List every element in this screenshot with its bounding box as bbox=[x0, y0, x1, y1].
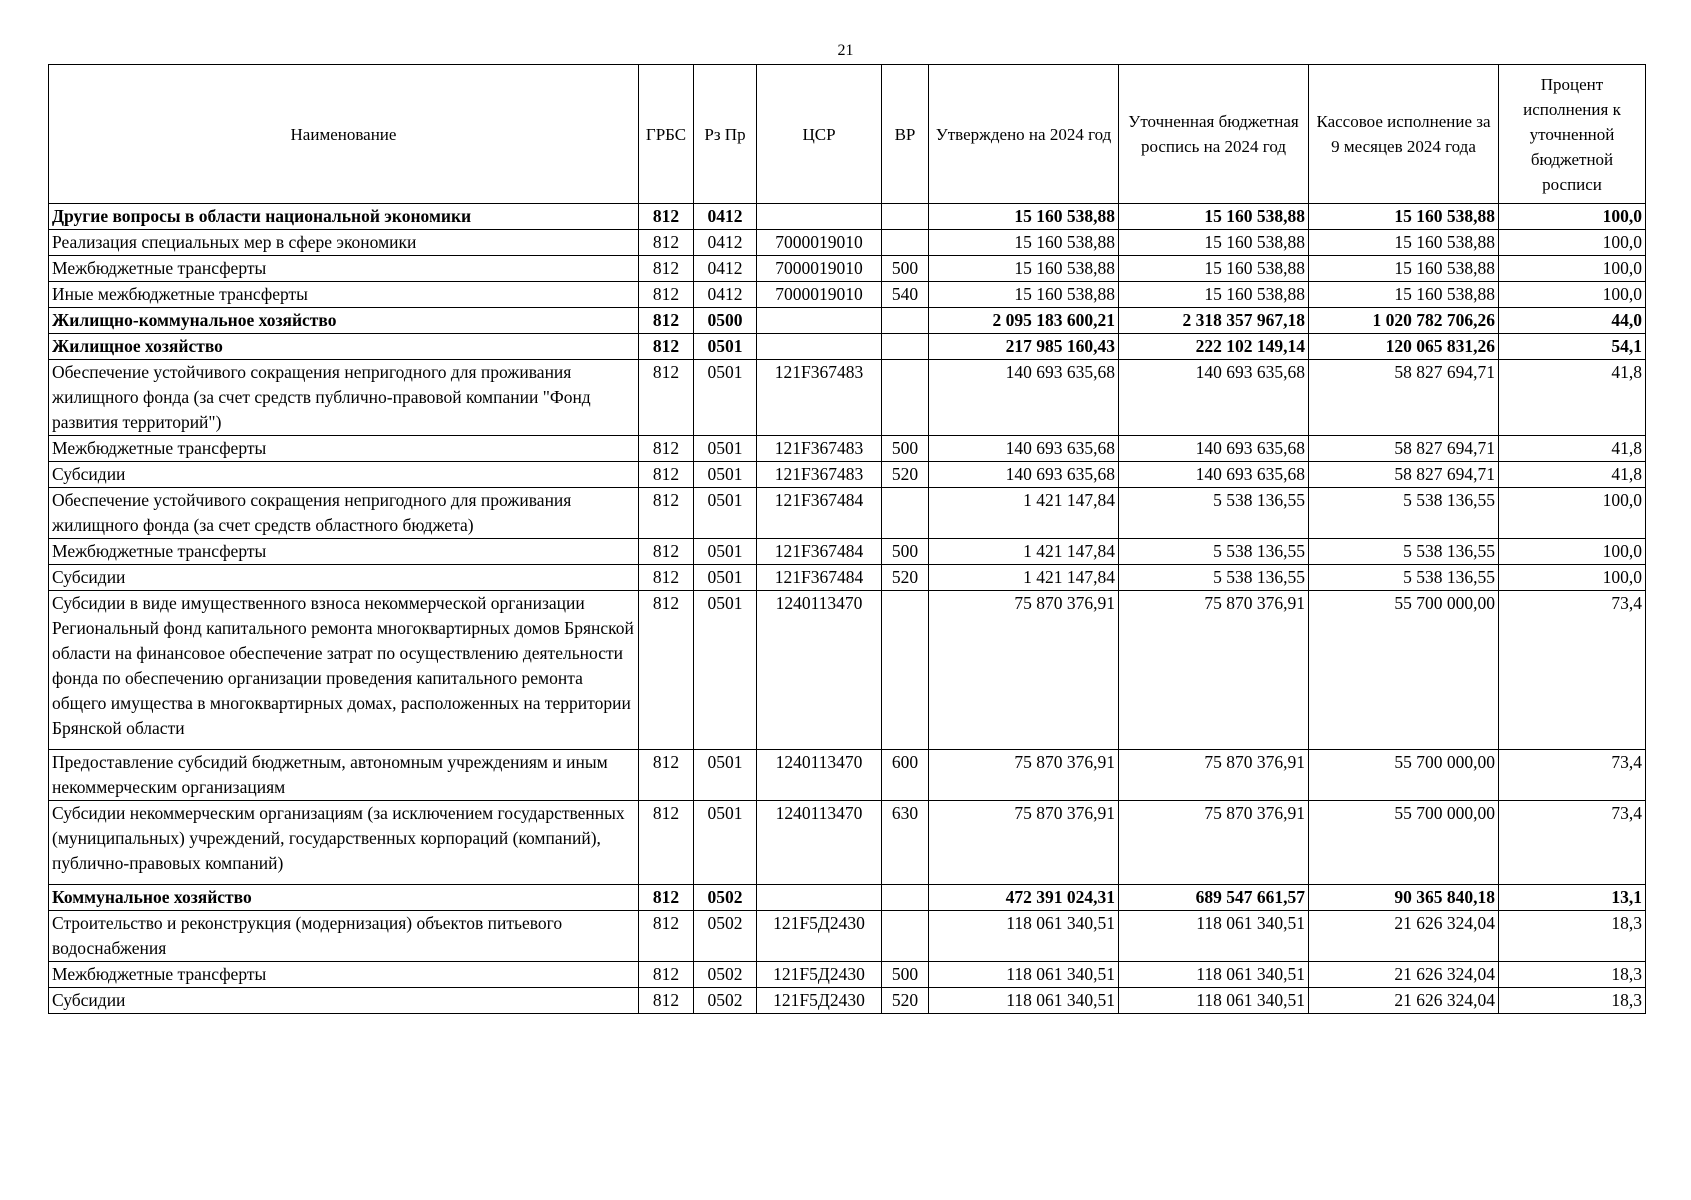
cell-cash: 21 626 324,04 bbox=[1309, 962, 1499, 988]
cell-name: Субсидии bbox=[49, 988, 639, 1014]
cell-rzpr: 0501 bbox=[694, 436, 757, 462]
cell-name: Субсидии некоммерческим организациям (за исключением государственных (муниципальных) учреждений, государственных корпораций (компаний), публично-правовых компаний) bbox=[49, 801, 639, 885]
cell-csr bbox=[757, 885, 882, 911]
cell-refined: 15 160 538,88 bbox=[1119, 230, 1309, 256]
cell-refined: 75 870 376,91 bbox=[1119, 801, 1309, 885]
cell-approved: 118 061 340,51 bbox=[929, 988, 1119, 1014]
cell-approved: 15 160 538,88 bbox=[929, 256, 1119, 282]
cell-name: Другие вопросы в области национальной экономики bbox=[49, 204, 639, 230]
cell-cash: 90 365 840,18 bbox=[1309, 885, 1499, 911]
cell-rzpr: 0502 bbox=[694, 911, 757, 962]
cell-percent: 100,0 bbox=[1499, 488, 1646, 539]
cell-cash: 58 827 694,71 bbox=[1309, 436, 1499, 462]
cell-approved: 118 061 340,51 bbox=[929, 911, 1119, 962]
cell-grbs: 812 bbox=[639, 436, 694, 462]
cell-csr: 7000019010 bbox=[757, 256, 882, 282]
cell-percent: 100,0 bbox=[1499, 282, 1646, 308]
cell-name: Субсидии bbox=[49, 462, 639, 488]
cell-approved: 75 870 376,91 bbox=[929, 801, 1119, 885]
cell-rzpr: 0412 bbox=[694, 230, 757, 256]
cell-percent: 73,4 bbox=[1499, 591, 1646, 750]
cell-grbs: 812 bbox=[639, 360, 694, 436]
cell-refined: 5 538 136,55 bbox=[1119, 539, 1309, 565]
cell-percent: 54,1 bbox=[1499, 334, 1646, 360]
table-row bbox=[49, 462, 1646, 488]
cell-vr bbox=[882, 885, 929, 911]
page-number: 21 bbox=[837, 42, 854, 59]
cell-percent: 41,8 bbox=[1499, 360, 1646, 436]
header-refined: Уточненная бюджетная роспись на 2024 год bbox=[1119, 65, 1309, 204]
cell-approved: 15 160 538,88 bbox=[929, 282, 1119, 308]
cell-refined: 5 538 136,55 bbox=[1119, 488, 1309, 539]
cell-rzpr: 0500 bbox=[694, 308, 757, 334]
cell-cash: 55 700 000,00 bbox=[1309, 591, 1499, 750]
table-row bbox=[49, 885, 1646, 911]
cell-cash: 15 160 538,88 bbox=[1309, 230, 1499, 256]
table-row bbox=[49, 360, 1646, 436]
cell-grbs: 812 bbox=[639, 334, 694, 360]
cell-refined: 118 061 340,51 bbox=[1119, 988, 1309, 1014]
table-row bbox=[49, 488, 1646, 539]
table-row bbox=[49, 256, 1646, 282]
cell-grbs: 812 bbox=[639, 750, 694, 801]
cell-vr: 500 bbox=[882, 436, 929, 462]
cell-cash: 58 827 694,71 bbox=[1309, 360, 1499, 436]
header-rzpr: Рз Пр bbox=[694, 65, 757, 204]
cell-name: Обеспечение устойчивого сокращения непригодного для проживания жилищного фонда (за счет средств областного бюджета) bbox=[49, 488, 639, 539]
cell-grbs: 812 bbox=[639, 539, 694, 565]
cell-vr: 520 bbox=[882, 988, 929, 1014]
cell-name: Субсидии bbox=[49, 565, 639, 591]
cell-rzpr: 0501 bbox=[694, 750, 757, 801]
header-row bbox=[49, 65, 1646, 204]
cell-cash: 5 538 136,55 bbox=[1309, 539, 1499, 565]
cell-name: Коммунальное хозяйство bbox=[49, 885, 639, 911]
table-row bbox=[49, 282, 1646, 308]
cell-rzpr: 0501 bbox=[694, 462, 757, 488]
table-row bbox=[49, 308, 1646, 334]
cell-grbs: 812 bbox=[639, 885, 694, 911]
cell-grbs: 812 bbox=[639, 988, 694, 1014]
cell-name: Субсидии в виде имущественного взноса некоммерческой организации Региональный фонд капитального ремонта многоквартирных домов Брянской области на финансовое обеспечение затрат по осуществлению деятельности фонда по обеспечению организации проведения капитального ремонта общего имущества в многоквартирных домах, расположенных на территории Брянской области bbox=[49, 591, 639, 750]
cell-grbs: 812 bbox=[639, 962, 694, 988]
cell-refined: 140 693 635,68 bbox=[1119, 360, 1309, 436]
table-row bbox=[49, 539, 1646, 565]
cell-percent: 73,4 bbox=[1499, 801, 1646, 885]
table-row bbox=[49, 988, 1646, 1014]
cell-percent: 18,3 bbox=[1499, 911, 1646, 962]
budget-table bbox=[48, 64, 1646, 1014]
cell-vr: 500 bbox=[882, 539, 929, 565]
cell-name: Межбюджетные трансферты bbox=[49, 539, 639, 565]
cell-approved: 140 693 635,68 bbox=[929, 360, 1119, 436]
cell-csr: 121F5Д2430 bbox=[757, 911, 882, 962]
cell-percent: 41,8 bbox=[1499, 436, 1646, 462]
cell-approved: 140 693 635,68 bbox=[929, 436, 1119, 462]
cell-refined: 15 160 538,88 bbox=[1119, 204, 1309, 230]
cell-csr: 7000019010 bbox=[757, 230, 882, 256]
table-row bbox=[49, 801, 1646, 885]
header-csr: ЦСР bbox=[757, 65, 882, 204]
table-row bbox=[49, 591, 1646, 750]
cell-rzpr: 0502 bbox=[694, 988, 757, 1014]
cell-cash: 120 065 831,26 bbox=[1309, 334, 1499, 360]
cell-rzpr: 0412 bbox=[694, 256, 757, 282]
cell-vr bbox=[882, 308, 929, 334]
cell-approved: 1 421 147,84 bbox=[929, 539, 1119, 565]
cell-grbs: 812 bbox=[639, 801, 694, 885]
cell-percent: 73,4 bbox=[1499, 750, 1646, 801]
cell-vr bbox=[882, 334, 929, 360]
cell-name: Межбюджетные трансферты bbox=[49, 962, 639, 988]
cell-name: Жилищное хозяйство bbox=[49, 334, 639, 360]
table-row bbox=[49, 750, 1646, 801]
cell-name: Межбюджетные трансферты bbox=[49, 256, 639, 282]
cell-rzpr: 0501 bbox=[694, 539, 757, 565]
cell-rzpr: 0412 bbox=[694, 204, 757, 230]
cell-refined: 140 693 635,68 bbox=[1119, 462, 1309, 488]
cell-name: Реализация специальных мер в сфере экономики bbox=[49, 230, 639, 256]
cell-csr bbox=[757, 204, 882, 230]
cell-grbs: 812 bbox=[639, 204, 694, 230]
cell-percent: 18,3 bbox=[1499, 962, 1646, 988]
cell-csr: 121F367483 bbox=[757, 462, 882, 488]
cell-approved: 1 421 147,84 bbox=[929, 565, 1119, 591]
cell-csr: 121F367483 bbox=[757, 360, 882, 436]
cell-rzpr: 0501 bbox=[694, 360, 757, 436]
cell-cash: 21 626 324,04 bbox=[1309, 988, 1499, 1014]
cell-percent: 100,0 bbox=[1499, 204, 1646, 230]
cell-cash: 55 700 000,00 bbox=[1309, 801, 1499, 885]
cell-grbs: 812 bbox=[639, 565, 694, 591]
table-row bbox=[49, 230, 1646, 256]
cell-cash: 5 538 136,55 bbox=[1309, 488, 1499, 539]
cell-rzpr: 0501 bbox=[694, 488, 757, 539]
cell-refined: 5 538 136,55 bbox=[1119, 565, 1309, 591]
cell-csr: 1240113470 bbox=[757, 750, 882, 801]
table-row bbox=[49, 911, 1646, 962]
cell-vr bbox=[882, 911, 929, 962]
cell-rzpr: 0502 bbox=[694, 885, 757, 911]
cell-grbs: 812 bbox=[639, 488, 694, 539]
cell-percent: 44,0 bbox=[1499, 308, 1646, 334]
cell-rzpr: 0412 bbox=[694, 282, 757, 308]
cell-approved: 217 985 160,43 bbox=[929, 334, 1119, 360]
cell-approved: 140 693 635,68 bbox=[929, 462, 1119, 488]
cell-grbs: 812 bbox=[639, 462, 694, 488]
cell-refined: 222 102 149,14 bbox=[1119, 334, 1309, 360]
cell-refined: 15 160 538,88 bbox=[1119, 256, 1309, 282]
cell-name: Межбюджетные трансферты bbox=[49, 436, 639, 462]
cell-cash: 1 020 782 706,26 bbox=[1309, 308, 1499, 334]
cell-cash: 15 160 538,88 bbox=[1309, 282, 1499, 308]
cell-grbs: 812 bbox=[639, 282, 694, 308]
cell-vr: 500 bbox=[882, 256, 929, 282]
cell-cash: 15 160 538,88 bbox=[1309, 256, 1499, 282]
cell-approved: 118 061 340,51 bbox=[929, 962, 1119, 988]
cell-refined: 140 693 635,68 bbox=[1119, 436, 1309, 462]
cell-cash: 5 538 136,55 bbox=[1309, 565, 1499, 591]
cell-approved: 1 421 147,84 bbox=[929, 488, 1119, 539]
cell-csr: 121F367483 bbox=[757, 436, 882, 462]
cell-refined: 689 547 661,57 bbox=[1119, 885, 1309, 911]
cell-name: Жилищно-коммунальное хозяйство bbox=[49, 308, 639, 334]
cell-csr: 1240113470 bbox=[757, 801, 882, 885]
cell-percent: 100,0 bbox=[1499, 256, 1646, 282]
cell-refined: 75 870 376,91 bbox=[1119, 750, 1309, 801]
cell-percent: 100,0 bbox=[1499, 539, 1646, 565]
cell-grbs: 812 bbox=[639, 256, 694, 282]
cell-vr: 520 bbox=[882, 462, 929, 488]
cell-name: Обеспечение устойчивого сокращения непригодного для проживания жилищного фонда (за счет средств публично-правовой компании "Фонд развития территорий") bbox=[49, 360, 639, 436]
cell-csr bbox=[757, 334, 882, 360]
table-row bbox=[49, 565, 1646, 591]
cell-vr: 540 bbox=[882, 282, 929, 308]
cell-name: Иные межбюджетные трансферты bbox=[49, 282, 639, 308]
cell-csr bbox=[757, 308, 882, 334]
cell-csr: 7000019010 bbox=[757, 282, 882, 308]
cell-name: Предоставление субсидий бюджетным, автономным учреждениям и иным некоммерческим организациям bbox=[49, 750, 639, 801]
table-row bbox=[49, 204, 1646, 230]
cell-csr: 121F5Д2430 bbox=[757, 962, 882, 988]
cell-rzpr: 0501 bbox=[694, 565, 757, 591]
cell-approved: 472 391 024,31 bbox=[929, 885, 1119, 911]
cell-refined: 118 061 340,51 bbox=[1119, 911, 1309, 962]
cell-percent: 100,0 bbox=[1499, 565, 1646, 591]
cell-csr: 121F367484 bbox=[757, 539, 882, 565]
cell-cash: 15 160 538,88 bbox=[1309, 204, 1499, 230]
cell-cash: 55 700 000,00 bbox=[1309, 750, 1499, 801]
cell-approved: 75 870 376,91 bbox=[929, 750, 1119, 801]
cell-csr: 121F5Д2430 bbox=[757, 988, 882, 1014]
cell-approved: 2 095 183 600,21 bbox=[929, 308, 1119, 334]
cell-percent: 100,0 bbox=[1499, 230, 1646, 256]
cell-vr: 630 bbox=[882, 801, 929, 885]
cell-grbs: 812 bbox=[639, 230, 694, 256]
cell-percent: 18,3 bbox=[1499, 988, 1646, 1014]
cell-cash: 58 827 694,71 bbox=[1309, 462, 1499, 488]
table-body bbox=[49, 204, 1646, 1014]
cell-name: Строительство и реконструкция (модернизация) объектов питьевого водоснабжения bbox=[49, 911, 639, 962]
cell-vr bbox=[882, 204, 929, 230]
cell-approved: 15 160 538,88 bbox=[929, 204, 1119, 230]
cell-vr: 500 bbox=[882, 962, 929, 988]
cell-csr: 1240113470 bbox=[757, 591, 882, 750]
header-approved: Утверждено на 2024 год bbox=[929, 65, 1119, 204]
cell-grbs: 812 bbox=[639, 591, 694, 750]
cell-csr: 121F367484 bbox=[757, 565, 882, 591]
cell-cash: 21 626 324,04 bbox=[1309, 911, 1499, 962]
header-grbs: ГРБС bbox=[639, 65, 694, 204]
cell-vr bbox=[882, 488, 929, 539]
cell-vr bbox=[882, 360, 929, 436]
cell-grbs: 812 bbox=[639, 308, 694, 334]
cell-rzpr: 0501 bbox=[694, 334, 757, 360]
cell-percent: 13,1 bbox=[1499, 885, 1646, 911]
cell-refined: 2 318 357 967,18 bbox=[1119, 308, 1309, 334]
cell-refined: 15 160 538,88 bbox=[1119, 282, 1309, 308]
cell-vr bbox=[882, 230, 929, 256]
cell-vr bbox=[882, 591, 929, 750]
cell-percent: 41,8 bbox=[1499, 462, 1646, 488]
table-row bbox=[49, 334, 1646, 360]
cell-refined: 118 061 340,51 bbox=[1119, 962, 1309, 988]
header-cash: Кассовое исполнение за 9 месяцев 2024 года bbox=[1309, 65, 1499, 204]
cell-grbs: 812 bbox=[639, 911, 694, 962]
cell-rzpr: 0501 bbox=[694, 801, 757, 885]
cell-rzpr: 0501 bbox=[694, 591, 757, 750]
table-row bbox=[49, 962, 1646, 988]
cell-approved: 15 160 538,88 bbox=[929, 230, 1119, 256]
cell-csr: 121F367484 bbox=[757, 488, 882, 539]
header-vr: ВР bbox=[882, 65, 929, 204]
header-percent: Процент исполнения к уточненной бюджетной росписи bbox=[1499, 65, 1646, 204]
cell-rzpr: 0502 bbox=[694, 962, 757, 988]
cell-vr: 520 bbox=[882, 565, 929, 591]
cell-vr: 600 bbox=[882, 750, 929, 801]
table-row bbox=[49, 436, 1646, 462]
header-name: Наименование bbox=[49, 65, 639, 204]
cell-refined: 75 870 376,91 bbox=[1119, 591, 1309, 750]
cell-approved: 75 870 376,91 bbox=[929, 591, 1119, 750]
